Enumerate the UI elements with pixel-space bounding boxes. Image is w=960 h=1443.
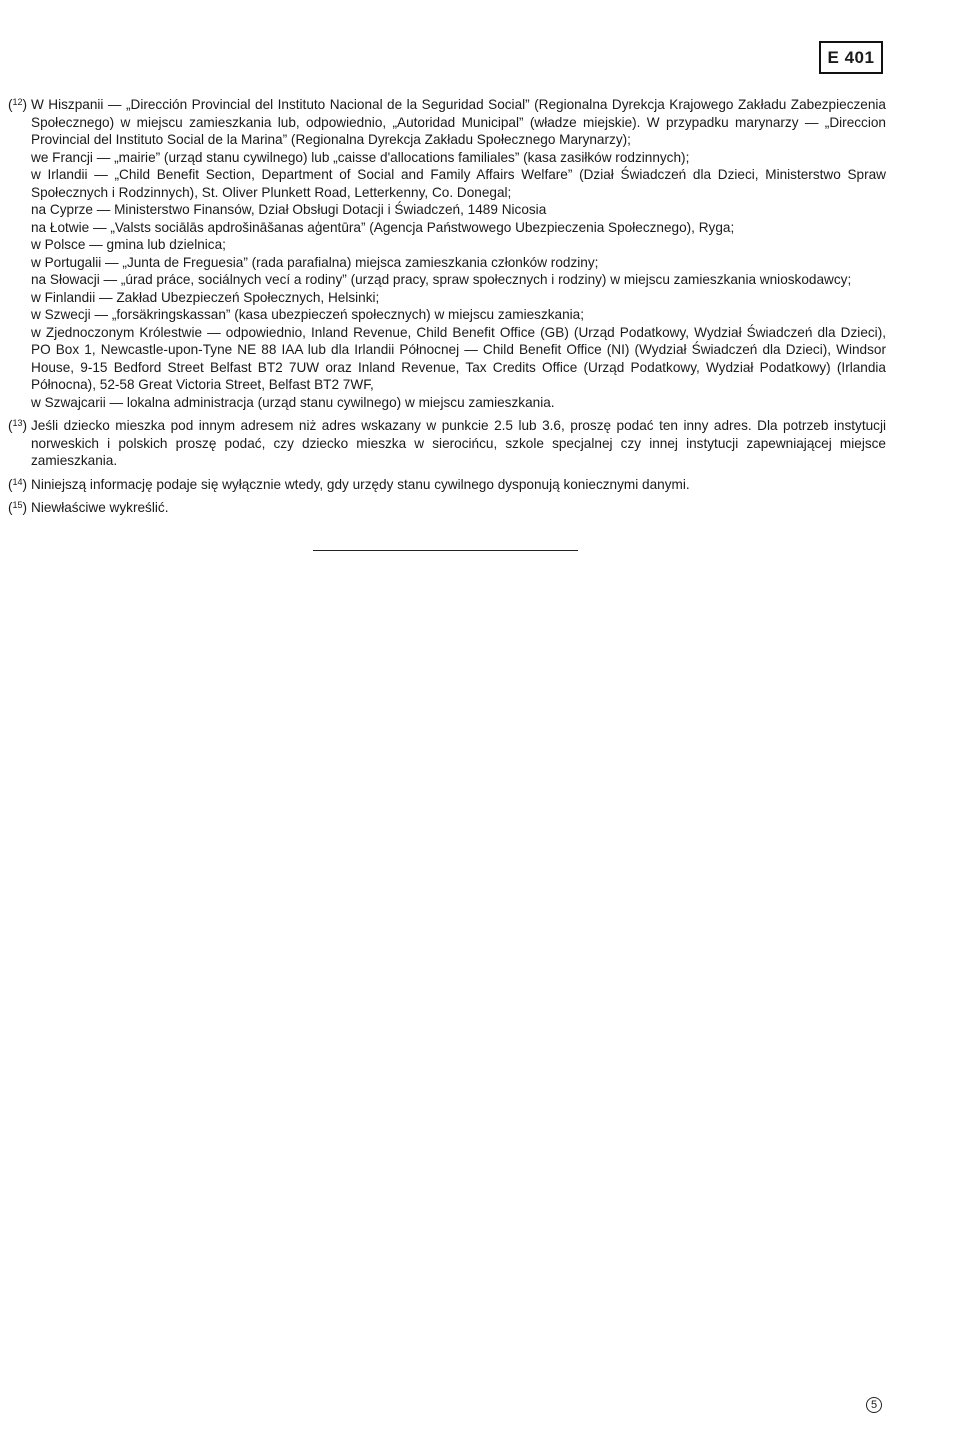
footnote-line: w Portugalii — „Junta de Freguesia” (rada parafialna) miejsca zamieszkania członków rodziny; bbox=[31, 254, 599, 270]
footnote-14 bbox=[8, 476, 886, 494]
footnote-line: w Zjednoczonym Królestwie — odpowiednio, Inland Revenue, Child Benefit Office (GB) (Urząd Podatkowy, Wydział Świadczeń dla Dzieci), PO Box 1, Newcastle-upon-Tyne NE 88 IAA lub dla Irlandii Północnej — Child Benefit Office (NI) (Wydział Świadczeń dla Dzieci), Windsor House, 9-15 Bedford Street Belfast BT2 7UW oraz Inland Revenue, Tax Credits Office (Urząd Podatkowy, Wydział Podatkowy) (Irlandia Północna), 52-58 Great Victoria Street, Belfast BT2 7WF, bbox=[31, 324, 886, 392]
footnote-marker: ($^{13}$) bbox=[8, 418, 28, 433]
footnote-marker: ($^{12}$) bbox=[8, 97, 28, 112]
footnote-line: W Hiszpanii — „Dirección Provincial del Instituto Nacional de la Seguridad Social” (Regionalna Dyrekcja Krajowego Zakładu Zabezpieczenia Społecznego) w miejscu zamieszkania lub, odpowiednio, „Autoridad Municipal” (władze miejskie). W przypadku marynarzy — „Direccion Provincial del Instituto Social de la Marina” (Regionalna Dyrekcja Zakładu Społecznego Marynarzy); bbox=[31, 97, 886, 147]
footnote-line: na Łotwie — „Valsts sociālās apdrošināšanas aģentūra” (Agencja Państwowego Ubezpieczenia Społecznego), Ryga; bbox=[31, 219, 735, 235]
separator-rule bbox=[313, 550, 578, 551]
footnote-15 bbox=[8, 499, 886, 517]
footnote-line: w Finlandii — Zakład Ubezpieczeń Społecznych, Helsinki; bbox=[31, 289, 380, 305]
footnote-12 bbox=[8, 96, 886, 411]
page-number: 5 bbox=[866, 1397, 882, 1413]
footnotes bbox=[8, 96, 886, 517]
footnote-marker: ($^{15}$) bbox=[8, 500, 28, 515]
footnote-13 bbox=[8, 417, 886, 470]
form-code-badge: E 401 bbox=[819, 41, 883, 74]
footnote-line: na Słowacji — „úrad práce, sociálnych vecí a rodiny” (urząd pracy, spraw społecznych i rodziny) w miejscu zamieszkania wnioskodawcy; bbox=[31, 272, 852, 287]
footnote-line: we Francji — „mairie” (urząd stanu cywilnego) lub „caisse d'allocations familiales” (kasa zasiłków rodzinnych); bbox=[31, 149, 690, 165]
footnote-line: w Szwecji — „forsäkringskassan” (kasa ubezpieczeń społecznych) w miejscu zamieszkania; bbox=[31, 307, 585, 322]
footnote-line: w Polsce — gmina lub dzielnica; bbox=[31, 237, 226, 252]
footnote-line: Niniejszą informację podaje się wyłącznie wtedy, gdy urzędy stanu cywilnego dysponują koniecznymi danymi. bbox=[31, 476, 690, 492]
footnote-line: Niewłaściwe wykreślić. bbox=[31, 500, 169, 515]
footnote-line: w Szwajcarii — lokalna administracja (urząd stanu cywilnego) w miejscu zamieszkania. bbox=[31, 394, 555, 410]
footnote-line: w Irlandii — „Child Benefit Section, Department of Social and Family Affairs Welfare” (Dział Świadczeń dla Dzieci, Ministerstwo Spraw Społecznych i Rodzinnych), St. Oliver Plunkett Road, Letterkenny, Co. Donegal; bbox=[31, 167, 886, 200]
footnote-marker: ($^{14}$) bbox=[8, 476, 28, 492]
footnote-line: Jeśli dziecko mieszka pod innym adresem niż adres wskazany w punkcie 2.5 lub 3.6, proszę podać ten inny adres. Dla potrzeb instytucji norweskich i polskich proszę podać, czy dziecko mieszka w sierocińcu, szkole specjalnej czy innej instytucji zapewniającej miejsce zamieszkania. bbox=[31, 418, 886, 468]
footnote-line: na Cyprze — Ministerstwo Finansów, Dział Obsługi Dotacji i Świadczeń, 1489 Nicosia bbox=[31, 202, 547, 217]
